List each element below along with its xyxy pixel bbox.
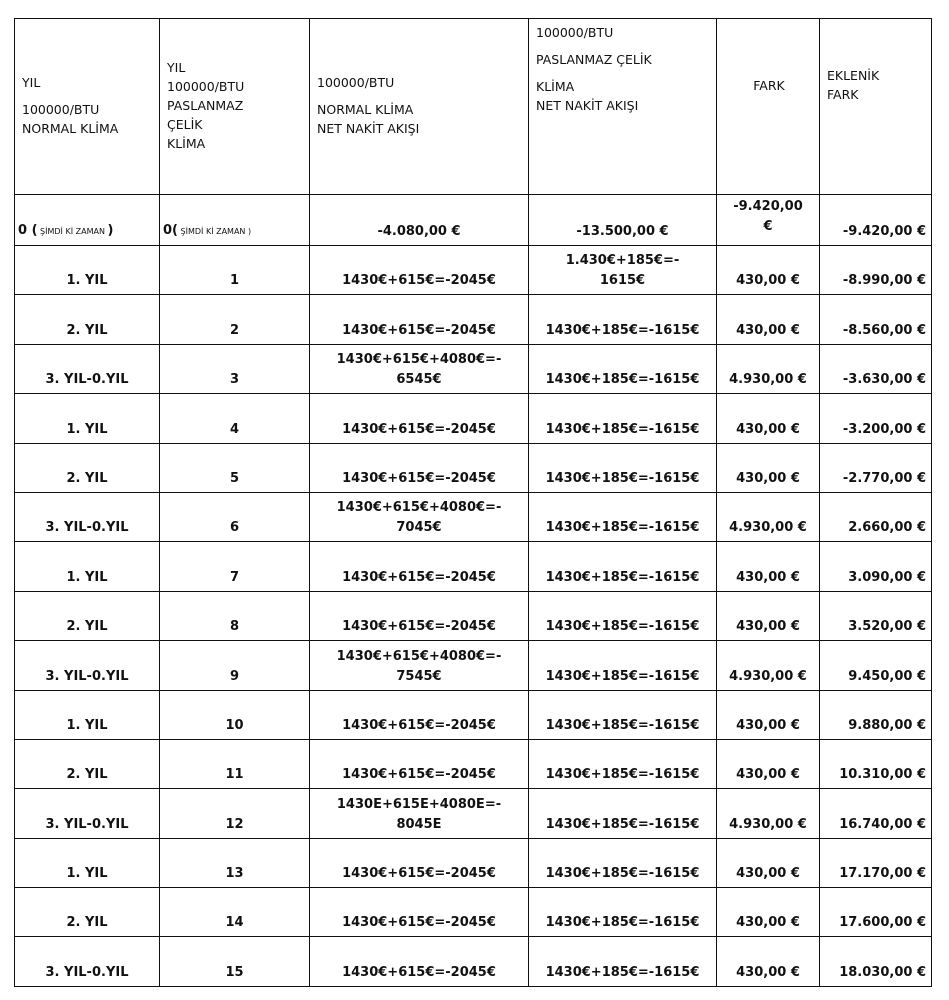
- cell-paslanmaz: [529, 542, 717, 591]
- cell-paslanmaz-line: 1430€+185€=-1615€: [545, 866, 700, 882]
- cell-eklenik: [820, 690, 932, 739]
- cell-fark-line: 430,00 €: [736, 569, 800, 585]
- cell-no-small: ŞİMDİ Kİ ZAMAN ): [178, 227, 252, 236]
- table-row: [15, 295, 932, 344]
- table-row: [15, 394, 932, 443]
- cell-normal-line: 6545€: [396, 372, 442, 388]
- cell-yil: [15, 542, 160, 591]
- cell-no-prefix: 0(: [163, 223, 178, 238]
- cell-normal: [310, 888, 529, 937]
- cell-no-line: 11: [225, 767, 244, 783]
- table-row: [15, 789, 932, 838]
- header-yil-line1: YIL: [22, 74, 41, 90]
- cell-yil-line: 1. YIL: [66, 421, 108, 437]
- cell-fark-line: 4.930,00 €: [729, 372, 807, 388]
- header-ps-line3: PASLANMAZ: [167, 97, 244, 113]
- cell-no: [160, 492, 310, 541]
- cell-yil: [15, 789, 160, 838]
- cell-normal: [310, 690, 529, 739]
- cell-no: [160, 591, 310, 640]
- cell-no-line: 15: [225, 964, 244, 980]
- cell-eklenik-line: 3.090,00 €: [848, 569, 926, 585]
- cell-no-line: 6: [229, 520, 240, 536]
- cell-eklenik-line: 10.310,00 €: [839, 767, 926, 783]
- cell-yil-line: 1. YIL: [66, 717, 108, 733]
- header-paslanmaz-net: [529, 19, 717, 195]
- header-paslanmaz-yil: [160, 19, 310, 195]
- cell-yil: [15, 838, 160, 887]
- cell-eklenik-line: 18.030,00 €: [839, 964, 926, 980]
- cell-normal: -4.080,00 €: [310, 195, 529, 246]
- cell-yil: [15, 246, 160, 295]
- cell-no-line: 2: [229, 322, 240, 338]
- cell-eklenik-line: -8.990,00 €: [842, 273, 926, 289]
- header-yil: [15, 19, 160, 195]
- cell-yil: [15, 739, 160, 788]
- table-row: [15, 246, 932, 295]
- cell-no: [160, 394, 310, 443]
- header-fark: [717, 19, 820, 195]
- cell-normal: [310, 542, 529, 591]
- cell-normal-line: 7045€: [396, 520, 442, 536]
- cell-fark: [717, 789, 820, 838]
- cell-fark: [717, 394, 820, 443]
- cell-paslanmaz: [529, 344, 717, 393]
- cell-no: [160, 888, 310, 937]
- cell-yil-small: ŞİMDİ Kİ ZAMAN: [37, 227, 108, 236]
- header-row: [15, 19, 932, 195]
- cell-normal-line: 1430€+615€=-2045€: [342, 767, 496, 783]
- cell-yil-line: 3. YIL-0.YIL: [45, 816, 129, 832]
- cell-yil: [15, 591, 160, 640]
- cell-fark-line2: €: [763, 219, 773, 234]
- cell-fark: [717, 888, 820, 937]
- cell-fark-line: 430,00 €: [736, 273, 800, 289]
- cell-fark: [717, 195, 820, 246]
- cell-eklenik: [820, 739, 932, 788]
- cell-fark-line: 4.930,00 €: [729, 816, 807, 832]
- cell-no: [160, 443, 310, 492]
- cell-normal: [310, 295, 529, 344]
- cell-paslanmaz: [529, 888, 717, 937]
- cell-no-line: 13: [225, 866, 244, 882]
- cell-eklenik: [820, 789, 932, 838]
- cell-eklenik: [820, 542, 932, 591]
- cell-no-line: 5: [229, 470, 240, 486]
- cell-eklenik-line: -3.200,00 €: [842, 421, 926, 437]
- header-ps-line2: 100000/BTU: [167, 78, 245, 94]
- cell-no-line: 10: [225, 717, 244, 733]
- header-paslanmaz-line4: NET NAKİT AKIŞI: [536, 98, 639, 113]
- cell-normal-line: 1430€+615€=-2045€: [342, 717, 496, 733]
- cell-normal-line: 1430€+615€=-2045€: [342, 421, 496, 437]
- cell-eklenik-line: 9.880,00 €: [848, 717, 926, 733]
- cell-eklenik: [820, 344, 932, 393]
- cell-fark-line: 430,00 €: [736, 322, 800, 338]
- cell-paslanmaz: [529, 394, 717, 443]
- header-paslanmaz-line2: PASLANMAZ ÇELİK: [536, 52, 652, 67]
- cell-fark: [717, 937, 820, 986]
- cell-eklenik-line: 2.660,00 €: [848, 520, 926, 536]
- table-row: [15, 641, 932, 690]
- table-row: [15, 591, 932, 640]
- cell-normal-line: 1430€+615€+4080€=-: [336, 500, 502, 516]
- cell-paslanmaz: [529, 789, 717, 838]
- cell-eklenik-line: -3.630,00 €: [842, 372, 926, 388]
- header-normal-line2: NORMAL KLİMA: [317, 101, 414, 117]
- cell-no-line: 9: [229, 668, 240, 684]
- cell-yil: [15, 888, 160, 937]
- cell-normal-line: 1430€+615€=-2045€: [342, 322, 496, 338]
- cell-paslanmaz: [529, 739, 717, 788]
- cell-no-line: 7: [229, 569, 240, 585]
- header-paslanmaz-line3: KLİMA: [536, 79, 575, 94]
- header-ps-line4: ÇELİK: [167, 116, 203, 132]
- cell-no-line: 3: [229, 372, 240, 388]
- cell-paslanmaz-line: 1430€+185€=-1615€: [545, 915, 700, 931]
- cell-paslanmaz-line: 1430€+185€=-1615€: [545, 619, 700, 635]
- cell-paslanmaz: [529, 246, 717, 295]
- cell-yil-line: 3. YIL-0.YIL: [45, 668, 129, 684]
- cell-no-line: 1: [229, 273, 240, 289]
- cell-no: [160, 641, 310, 690]
- cell-paslanmaz: -13.500,00 €: [529, 195, 717, 246]
- header-ps-line5: KLİMA: [167, 135, 206, 151]
- cell-yil: [15, 443, 160, 492]
- cell-yil: [15, 937, 160, 986]
- cell-no: [160, 739, 310, 788]
- cell-yil-line: 2. YIL: [66, 619, 108, 635]
- cell-no-line: 14: [225, 915, 244, 931]
- cell-eklenik-line: -2.770,00 €: [842, 470, 926, 486]
- cell-yil-line: 1. YIL: [66, 569, 108, 585]
- cell-eklenik: [820, 838, 932, 887]
- cell-no-line: 8: [229, 619, 240, 635]
- cell-normal: [310, 591, 529, 640]
- table-row: [15, 739, 932, 788]
- header-normal-line1: 100000/BTU: [317, 74, 395, 90]
- cell-normal-line: 1430€+615€+4080€=-: [336, 352, 502, 368]
- cell-fark: [717, 641, 820, 690]
- cell-fark: [717, 838, 820, 887]
- cell-paslanmaz-line: 1.430€+185€=-: [565, 253, 680, 269]
- cell-eklenik: [820, 295, 932, 344]
- cell-eklenik: [820, 394, 932, 443]
- cell-yil-line: 1. YIL: [66, 866, 108, 882]
- cell-normal-line: 1430€+615€=-2045€: [342, 915, 496, 931]
- cell-yil: [15, 394, 160, 443]
- cell-eklenik: [820, 246, 932, 295]
- cell-fark-line: 4.930,00 €: [729, 668, 807, 684]
- header-eklenik-line2: FARK: [827, 87, 859, 102]
- cell-normal-line: 1430€+615€=-2045€: [342, 964, 496, 980]
- table-row: [15, 443, 932, 492]
- cell-normal-line: 1430€+615€=-2045€: [342, 273, 496, 289]
- table-row: [15, 690, 932, 739]
- cell-paslanmaz-line: 1430€+185€=-1615€: [545, 421, 700, 437]
- cell-no: [160, 838, 310, 887]
- cell-fark: [717, 344, 820, 393]
- cell-fark: [717, 591, 820, 640]
- table-row: [15, 344, 932, 393]
- cell-no: [160, 789, 310, 838]
- cell-no: [160, 195, 310, 246]
- cell-yil-line: 3. YIL-0.YIL: [45, 520, 129, 536]
- cell-eklenik-line: 3.520,00 €: [848, 619, 926, 635]
- cell-eklenik: [820, 641, 932, 690]
- cell-yil-line: 2. YIL: [66, 322, 108, 338]
- cell-fark-line: 4.930,00 €: [729, 520, 807, 536]
- cell-normal: [310, 838, 529, 887]
- cell-yil: [15, 344, 160, 393]
- cell-normal-line: 1430E+615E+4080E=-: [336, 796, 502, 812]
- table-row: [15, 542, 932, 591]
- cell-paslanmaz-line: 1430€+185€=-1615€: [545, 816, 700, 832]
- cell-paslanmaz: [529, 641, 717, 690]
- cell-paslanmaz-line: 1430€+185€=-1615€: [545, 520, 700, 536]
- cell-eklenik: [820, 591, 932, 640]
- cell-eklenik: [820, 888, 932, 937]
- cell-yil-line: 2. YIL: [66, 915, 108, 931]
- cell-no: [160, 937, 310, 986]
- cell-eklenik-line: 9.450,00 €: [848, 668, 926, 684]
- cell-yil-line: 2. YIL: [66, 767, 108, 783]
- cell-yil-line: 1. YIL: [66, 273, 108, 289]
- cell-fark-line: 430,00 €: [736, 421, 800, 437]
- cell-normal-line: 1430€+615€=-2045€: [342, 866, 496, 882]
- cell-yil: [15, 195, 160, 246]
- header-normal-line3: NET NAKİT AKIŞI: [317, 120, 420, 136]
- cell-fark-line: 430,00 €: [736, 619, 800, 635]
- cell-paslanmaz-line: 1430€+185€=-1615€: [545, 668, 700, 684]
- cell-fark-line: 430,00 €: [736, 470, 800, 486]
- cell-paslanmaz: [529, 295, 717, 344]
- table-row: [15, 492, 932, 541]
- header-eklenik-line1: EKLENİK: [827, 68, 880, 83]
- cell-fark-line: 430,00 €: [736, 964, 800, 980]
- cell-normal: [310, 789, 529, 838]
- cell-no: [160, 246, 310, 295]
- cell-yil-line: 3. YIL-0.YIL: [45, 372, 129, 388]
- header-fark-label: FARK: [753, 77, 785, 93]
- cell-normal-line: 1430€+615€=-2045€: [342, 619, 496, 635]
- cell-yil: [15, 295, 160, 344]
- cell-paslanmaz-line: 1430€+185€=-1615€: [545, 717, 700, 733]
- cell-fark: [717, 542, 820, 591]
- cell-paslanmaz-line: 1430€+185€=-1615€: [545, 470, 700, 486]
- cell-normal: [310, 492, 529, 541]
- cell-paslanmaz: [529, 492, 717, 541]
- cell-paslanmaz-line: 1430€+185€=-1615€: [545, 322, 700, 338]
- cell-paslanmaz-line: 1430€+185€=-1615€: [545, 372, 700, 388]
- cell-yil: [15, 492, 160, 541]
- cell-paslanmaz: [529, 937, 717, 986]
- cell-fark-line1: -9.420,00: [733, 199, 803, 214]
- cell-paslanmaz-line: 1430€+185€=-1615€: [545, 964, 700, 980]
- cell-no: [160, 344, 310, 393]
- header-yil-line2: 100000/BTU: [22, 101, 100, 117]
- table-row: [15, 888, 932, 937]
- cell-fark: [717, 295, 820, 344]
- cell-normal-line: 8045E: [396, 816, 442, 832]
- cell-paslanmaz: [529, 690, 717, 739]
- cell-fark-line: 430,00 €: [736, 767, 800, 783]
- cell-paslanmaz: [529, 443, 717, 492]
- header-ps-line1: YIL: [167, 59, 186, 75]
- cell-no: [160, 690, 310, 739]
- cell-yil: [15, 641, 160, 690]
- cell-yil-suffix: ): [107, 223, 114, 238]
- cell-paslanmaz-line: 1615€: [599, 273, 646, 289]
- cell-paslanmaz-line: 1430€+185€=-1615€: [545, 569, 700, 585]
- cell-normal: [310, 641, 529, 690]
- cell-normal-line: 1430€+615€=-2045€: [342, 470, 496, 486]
- cell-paslanmaz-line: 1430€+185€=-1615€: [545, 767, 700, 783]
- cell-normal: [310, 739, 529, 788]
- cell-normal: [310, 394, 529, 443]
- cell-yil-line: 2. YIL: [66, 470, 108, 486]
- cell-paslanmaz: [529, 591, 717, 640]
- cell-no: [160, 295, 310, 344]
- cell-fark: [717, 443, 820, 492]
- table-row: [15, 937, 932, 986]
- cell-normal-line: 7545€: [396, 668, 442, 684]
- header-eklenik-fark: [820, 19, 932, 195]
- cell-eklenik: [820, 937, 932, 986]
- cell-normal-line: 1430€+615€=-2045€: [342, 569, 496, 585]
- cell-eklenik-line: 16.740,00 €: [839, 816, 926, 832]
- cell-fark-line: 430,00 €: [736, 717, 800, 733]
- cell-normal: [310, 443, 529, 492]
- cell-eklenik: [820, 443, 932, 492]
- cell-eklenik-line: 17.170,00 €: [839, 866, 926, 882]
- cell-no: [160, 542, 310, 591]
- cell-fark: [717, 690, 820, 739]
- cell-yil-prefix: 0 (: [18, 223, 38, 238]
- header-yil-line3: NORMAL KLİMA: [22, 120, 119, 136]
- cell-paslanmaz: [529, 838, 717, 887]
- cell-normal: [310, 246, 529, 295]
- table-row: [15, 838, 932, 887]
- header-paslanmaz-line1: 100000/BTU: [536, 25, 614, 40]
- cell-no-line: 12: [225, 816, 244, 832]
- table-row-0: [15, 195, 932, 246]
- cell-yil-line: 3. YIL-0.YIL: [45, 964, 129, 980]
- cell-fark: [717, 246, 820, 295]
- cell-fark-line: 430,00 €: [736, 866, 800, 882]
- cell-eklenik: [820, 492, 932, 541]
- cell-fark-line: 430,00 €: [736, 915, 800, 931]
- cell-eklenik-line: -8.560,00 €: [842, 322, 926, 338]
- cell-normal: [310, 344, 529, 393]
- cell-eklenik: -9.420,00 €: [820, 195, 932, 246]
- cell-fark: [717, 492, 820, 541]
- cell-fark: [717, 739, 820, 788]
- cell-eklenik-line: 17.600,00 €: [839, 915, 926, 931]
- cash-flow-table: [14, 18, 932, 987]
- cell-yil: [15, 690, 160, 739]
- cell-no-line: 4: [229, 421, 240, 437]
- cell-normal: [310, 937, 529, 986]
- cell-normal-line: 1430€+615€+4080€=-: [336, 648, 502, 664]
- header-normal-net: [310, 19, 529, 195]
